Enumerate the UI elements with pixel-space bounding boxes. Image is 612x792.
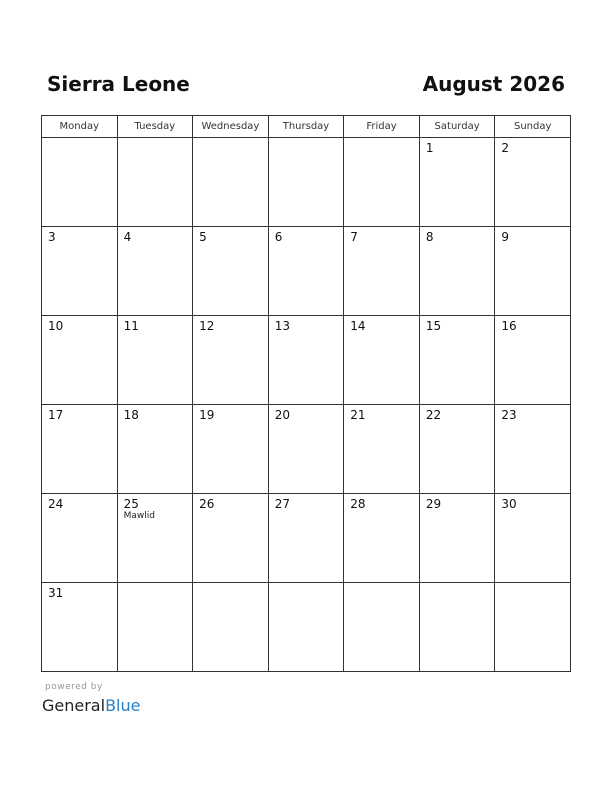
day-number [118, 583, 193, 586]
day-cell [193, 227, 269, 316]
weekday-header-row [42, 116, 571, 138]
day-cell [495, 405, 571, 494]
week-row [42, 138, 571, 227]
footer-branding [42, 682, 140, 717]
day-number: 26 [199, 497, 215, 511]
week-row [42, 316, 571, 405]
day-cell [193, 494, 269, 583]
day-cell [42, 227, 118, 316]
powered-by-text: powered by [45, 682, 103, 692]
day-number: 21 [350, 408, 366, 422]
day-cell [344, 227, 420, 316]
day-number: 24 [48, 497, 64, 511]
day-number: 9 [501, 230, 510, 244]
day-number: 13 [274, 319, 290, 333]
day-number: 29 [425, 497, 442, 511]
day-cell [268, 583, 344, 672]
day-number: 10 [48, 319, 64, 333]
day-cell [419, 316, 495, 405]
week-row [42, 494, 571, 583]
day-cell [117, 227, 193, 316]
day-number: 8 [425, 230, 434, 244]
day-number [344, 583, 419, 586]
day-number: 30 [501, 497, 517, 511]
day-number: 7 [350, 230, 358, 244]
weekday-header: Thursday [268, 116, 344, 138]
day-number [495, 583, 570, 586]
day-number: 18 [123, 408, 139, 422]
day-cell [193, 316, 269, 405]
day-number: 4 [123, 230, 132, 244]
day-number: 15 [425, 319, 442, 333]
day-number [420, 583, 495, 586]
day-number: 6 [274, 230, 283, 244]
day-cell [42, 316, 118, 405]
week-row [42, 405, 571, 494]
brand-name-part2: Blue [105, 696, 141, 715]
day-cell [268, 227, 344, 316]
day-cell [117, 405, 193, 494]
day-cell [419, 583, 495, 672]
day-cell [419, 405, 495, 494]
day-number: 2 [501, 141, 510, 155]
day-cell [495, 316, 571, 405]
day-cell [117, 583, 193, 672]
day-number: 23 [501, 408, 517, 422]
day-number [193, 138, 268, 141]
day-number [344, 138, 419, 141]
day-cell [268, 138, 344, 227]
weekday-header: Monday [42, 116, 118, 138]
day-number: 16 [501, 319, 517, 333]
brand-logo [42, 695, 140, 717]
day-number [42, 138, 117, 141]
day-cell [419, 227, 495, 316]
week-row [42, 227, 571, 316]
calendar-grid [41, 115, 571, 672]
day-cell [419, 494, 495, 583]
day-cell [344, 138, 420, 227]
day-cell [495, 494, 571, 583]
day-cell [42, 138, 118, 227]
day-cell [344, 405, 420, 494]
day-cell [268, 405, 344, 494]
day-cell [495, 583, 571, 672]
day-number: 17 [48, 408, 64, 422]
weekday-header: Friday [344, 116, 420, 138]
day-cell [268, 494, 344, 583]
weekday-header: Wednesday [193, 116, 269, 138]
day-number: 25 [123, 497, 139, 511]
day-number: 28 [350, 497, 366, 511]
brand-name-part1: General [42, 696, 106, 715]
day-number [193, 583, 268, 586]
weekday-header: Sunday [495, 116, 571, 138]
day-cell [193, 405, 269, 494]
day-cell [344, 494, 420, 583]
day-cell [495, 138, 571, 227]
day-number: 1 [425, 141, 434, 155]
day-number: 19 [199, 408, 215, 422]
day-cell [117, 494, 193, 583]
day-cell [344, 316, 420, 405]
day-number: 27 [274, 497, 290, 511]
day-number: 22 [425, 408, 442, 422]
day-number [118, 138, 193, 141]
day-cell [117, 316, 193, 405]
weekday-header: Tuesday [117, 116, 193, 138]
day-cell [193, 583, 269, 672]
day-number: 3 [48, 230, 56, 244]
week-row [42, 583, 571, 672]
day-cell [193, 138, 269, 227]
day-cell [268, 316, 344, 405]
day-number [269, 138, 344, 141]
day-number: 14 [350, 319, 366, 333]
day-cell [42, 405, 118, 494]
day-number [269, 583, 344, 586]
country-title: Sierra Leone [47, 72, 190, 96]
month-year-title: August 2026 [422, 72, 565, 96]
day-cell [495, 227, 571, 316]
day-cell [117, 138, 193, 227]
day-cell [344, 583, 420, 672]
day-cell [42, 494, 118, 583]
holiday-label: Mawlid [123, 511, 155, 521]
day-number: 11 [123, 319, 139, 333]
weekday-header: Saturday [419, 116, 495, 138]
day-cell [419, 138, 495, 227]
day-number: 20 [274, 408, 290, 422]
day-number: 12 [199, 319, 215, 333]
day-number: 31 [48, 586, 64, 600]
day-number: 5 [199, 230, 207, 244]
day-cell [42, 583, 118, 672]
